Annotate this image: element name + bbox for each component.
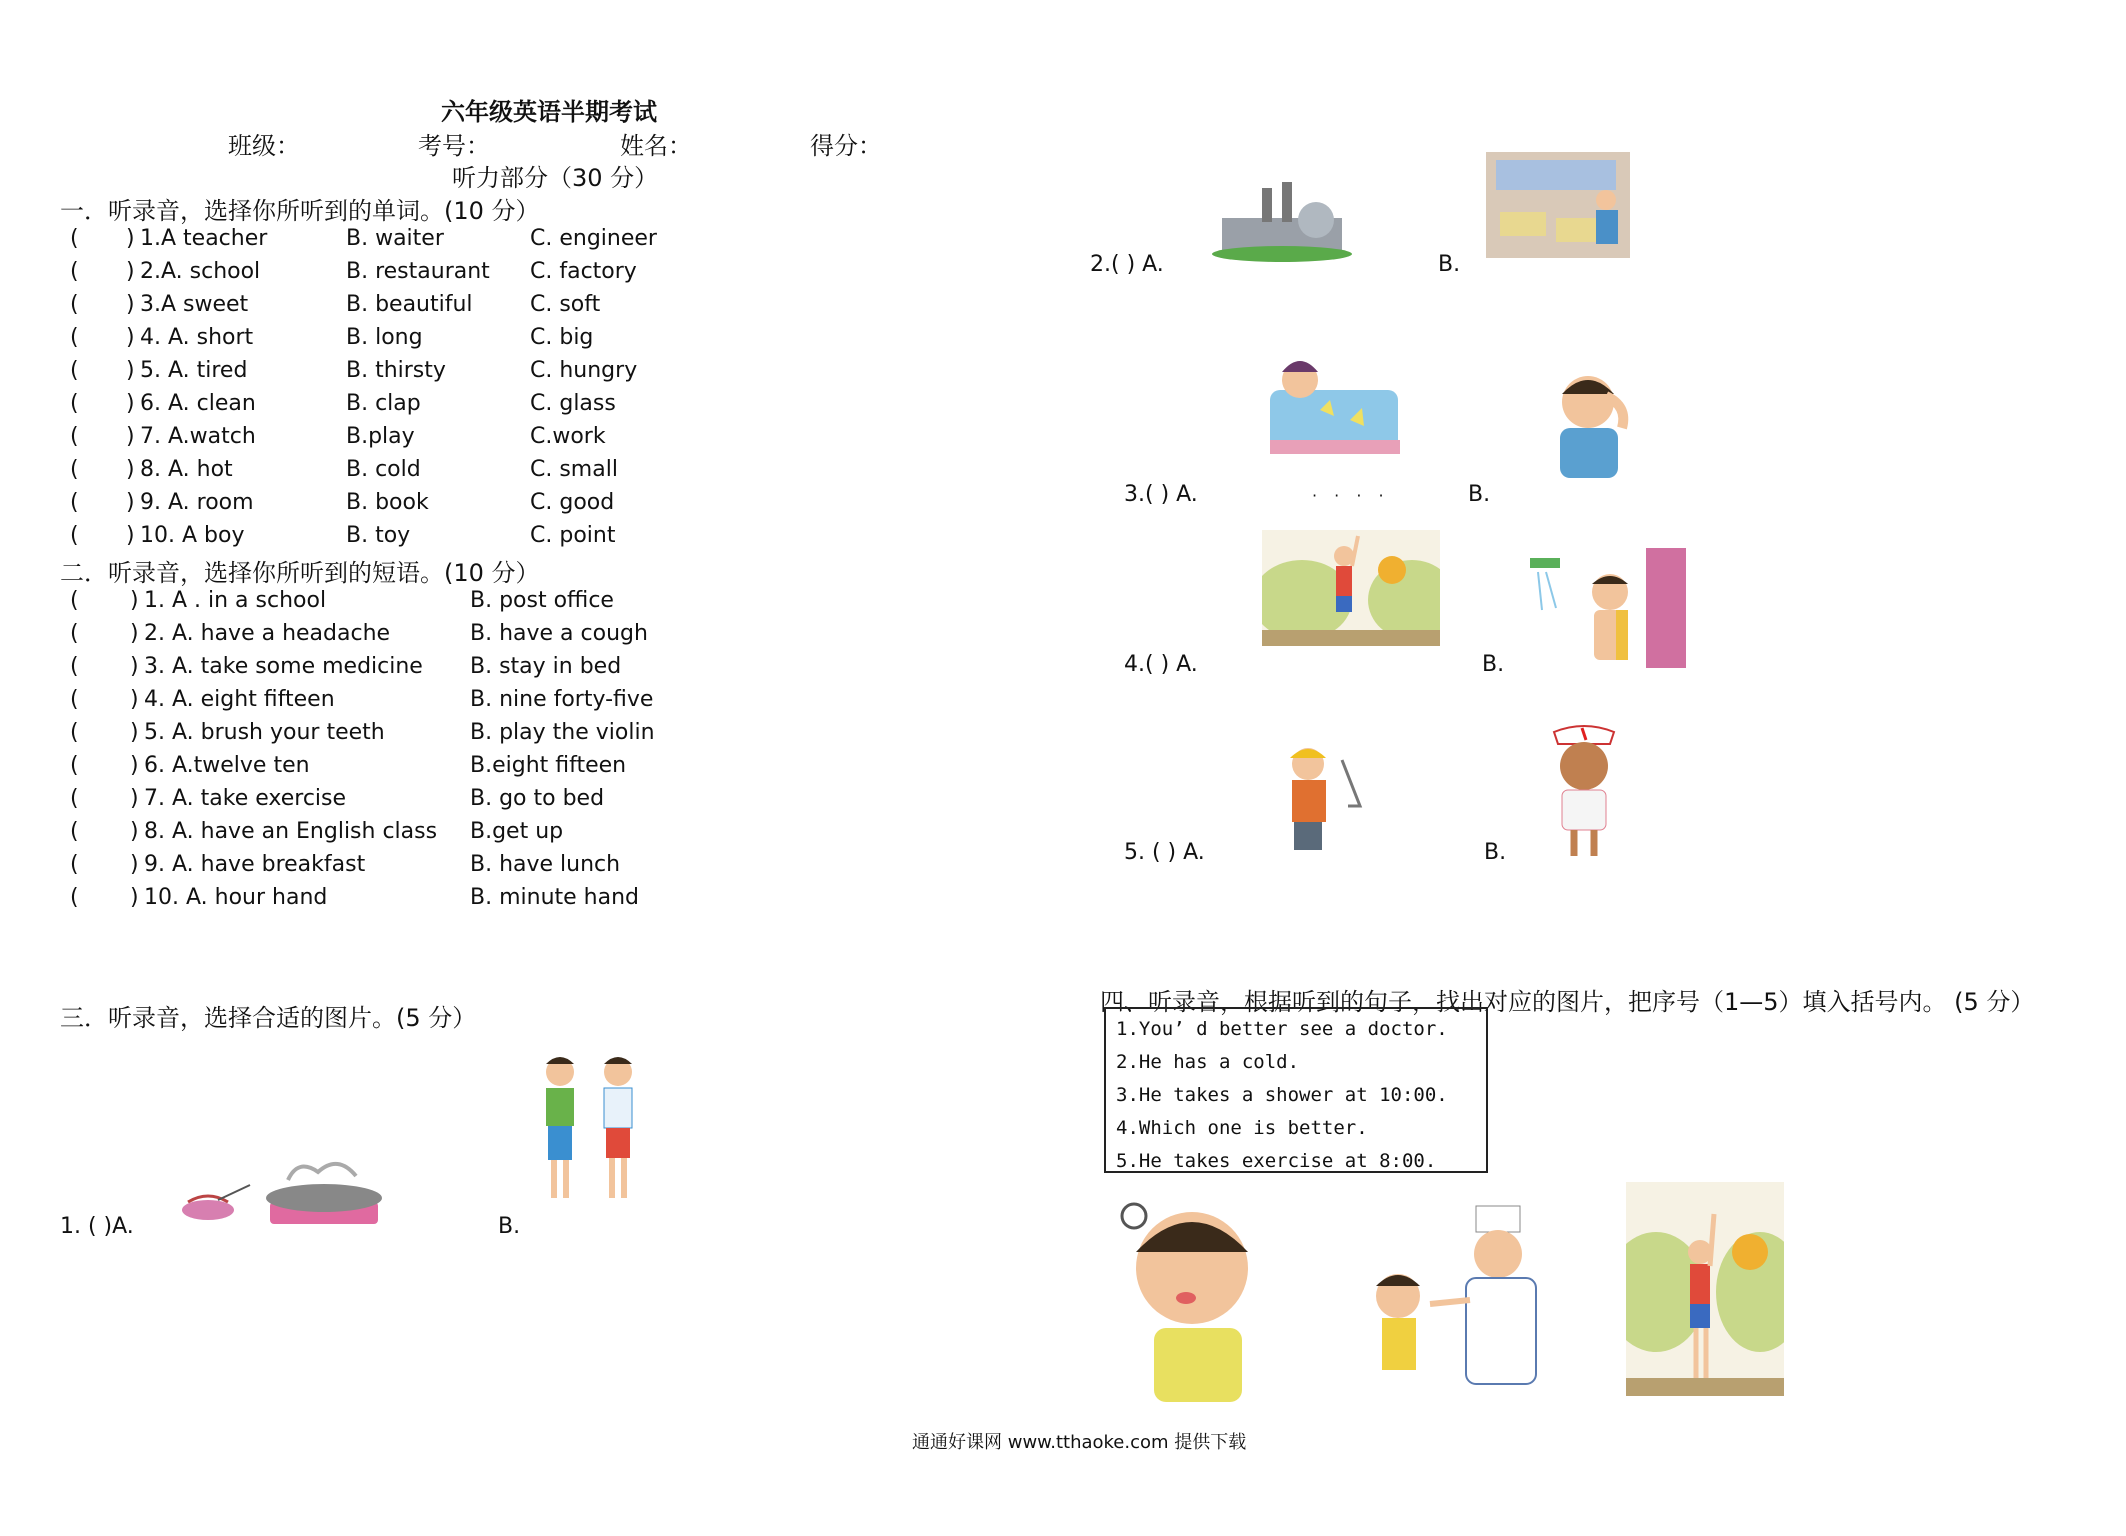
section4-heading: 四、听录音，根据听到的句子，找出对应的图片，把序号（1—5）填入括号内。 (5 分） <box>1100 988 2035 1016</box>
answer-paren-open: ( <box>70 259 79 284</box>
doctor-and-girl-picture <box>1360 1200 1548 1390</box>
phrase-option-b: B.eight fifteen <box>470 753 627 778</box>
class-field-label: 班级： <box>228 132 300 160</box>
dots-decoration: · · · · <box>1312 486 1390 505</box>
answer-paren-close: ) <box>126 259 135 284</box>
word-option-c: C. good <box>530 490 615 515</box>
phrase-option-a: 9. A. have breakfast <box>144 852 366 877</box>
answer-paren-open: ( <box>70 753 79 778</box>
word-option-b: B. long <box>346 325 423 350</box>
answer-paren-close: ) <box>126 457 135 482</box>
phrase-option-a: 7. A. take exercise <box>144 786 347 811</box>
word-option-b: B. book <box>346 490 429 515</box>
phrase-option-b: B. play the violin <box>470 720 655 745</box>
word-option-a: 10. A boy <box>140 523 245 548</box>
answer-paren-open: ( <box>70 885 79 910</box>
answer-paren-close: ) <box>126 292 135 317</box>
word-option-c: C. small <box>530 457 618 482</box>
sentence-1: 1.You’ d better see a doctor. <box>1116 1018 1448 1040</box>
picture-q5-label: 5. ( ) A. <box>1124 840 1205 865</box>
factory-picture <box>1212 178 1358 262</box>
word-option-c: C. factory <box>530 259 637 284</box>
word-option-a: 8. A. hot <box>140 457 233 482</box>
answer-paren-close: ) <box>130 621 139 646</box>
word-option-a: 1.A teacher <box>140 226 268 251</box>
word-option-a: 4. A. short <box>140 325 254 350</box>
answer-paren-close: ) <box>130 720 139 745</box>
answer-paren-open: ( <box>70 490 79 515</box>
phrase-option-b: B. go to bed <box>470 786 605 811</box>
sentence-2: 2.He has a cold. <box>1116 1051 1300 1073</box>
picture-q3-label: 3.( ) A. <box>1124 482 1198 507</box>
phrase-option-a: 10. A. hour hand <box>144 885 328 910</box>
sentence-5: 5.He takes exercise at 8:00. <box>1116 1150 1437 1172</box>
answer-paren-close: ) <box>126 490 135 515</box>
footer-credit: 通通好课网 www.tthaoke.com 提供下载 <box>912 1432 1247 1453</box>
answer-paren-open: ( <box>70 786 79 811</box>
answer-paren-open: ( <box>70 226 79 251</box>
word-option-b: B. beautiful <box>346 292 473 317</box>
restaurant-picture <box>1486 152 1630 258</box>
word-option-a: 5. A. tired <box>140 358 248 383</box>
answer-paren-open: ( <box>70 852 79 877</box>
phrase-option-a: 4. A. eight fifteen <box>144 687 335 712</box>
phrase-option-b: B. have a cough <box>470 621 648 646</box>
phrase-option-a: 3. A. take some medicine <box>144 654 423 679</box>
answer-paren-close: ) <box>126 424 135 449</box>
answer-paren-open: ( <box>70 720 79 745</box>
section2-heading: 二．听录音，选择你所听到的短语。(10 分） <box>60 559 540 587</box>
word-option-c: C. soft <box>530 292 601 317</box>
word-option-c: C.work <box>530 424 606 449</box>
phrase-option-b: B.get up <box>470 819 564 844</box>
answer-paren-close: ) <box>130 654 139 679</box>
cooking-picture <box>178 1150 400 1230</box>
answer-paren-close: ) <box>130 753 139 778</box>
word-option-a: 9. A. room <box>140 490 254 515</box>
word-option-b: B. restaurant <box>346 259 490 284</box>
answer-paren-open: ( <box>70 819 79 844</box>
answer-paren-open: ( <box>70 457 79 482</box>
answer-paren-close: ) <box>130 852 139 877</box>
answer-paren-open: ( <box>70 358 79 383</box>
answer-paren-open: ( <box>70 325 79 350</box>
exam-number-field-label: 考号： <box>418 132 490 160</box>
answer-paren-open: ( <box>70 687 79 712</box>
boy-shower-picture <box>1516 548 1694 668</box>
section3-heading: 三．听录音，选择合适的图片。(5 分） <box>60 1004 477 1032</box>
word-option-a: 2.A. school <box>140 259 261 284</box>
section1-heading: 一．听录音，选择你所听到的单词。(10 分） <box>60 197 540 225</box>
answer-paren-close: ) <box>126 325 135 350</box>
picture-q5-b-label: B. <box>1484 840 1507 865</box>
answer-paren-close: ) <box>126 523 135 548</box>
phrase-option-a: 8. A. have an English class <box>144 819 438 844</box>
word-option-c: C. engineer <box>530 226 657 251</box>
answer-paren-close: ) <box>130 819 139 844</box>
boy-exercise-sun-picture <box>1262 530 1440 646</box>
word-option-c: C. glass <box>530 391 616 416</box>
word-option-b: B.play <box>346 424 415 449</box>
answer-paren-open: ( <box>70 391 79 416</box>
nurse-picture <box>1524 720 1650 864</box>
answer-paren-close: ) <box>130 687 139 712</box>
boy-exercise-picture <box>1626 1182 1784 1396</box>
answer-paren-open: ( <box>70 523 79 548</box>
word-option-b: B. thirsty <box>346 358 446 383</box>
word-option-c: C. big <box>530 325 594 350</box>
word-option-a: 6. A. clean <box>140 391 256 416</box>
answer-paren-open: ( <box>70 588 79 613</box>
picture-q1-b-label: B. <box>498 1214 521 1239</box>
sentence-4: 4.Which one is better. <box>1116 1117 1368 1139</box>
name-field-label: 姓名： <box>620 132 692 160</box>
girl-in-bed-picture <box>1270 350 1400 456</box>
answer-paren-close: ) <box>130 588 139 613</box>
answer-paren-close: ) <box>126 358 135 383</box>
sentence-3: 3.He takes a shower at 10:00. <box>1116 1084 1448 1106</box>
phrase-option-b: B. have lunch <box>470 852 621 877</box>
phrase-option-a: 5. A. brush your teeth <box>144 720 385 745</box>
answer-paren-close: ) <box>126 391 135 416</box>
picture-q4-b-label: B. <box>1482 652 1505 677</box>
word-option-b: B. cold <box>346 457 421 482</box>
boy-headache-picture <box>1536 366 1646 482</box>
phrase-option-b: B. minute hand <box>470 885 639 910</box>
picture-q3-b-label: B. <box>1468 482 1491 507</box>
word-option-b: B. clap <box>346 391 421 416</box>
phrase-option-b: B. post office <box>470 588 614 613</box>
engineer-picture <box>1264 740 1376 856</box>
picture-q2-label: 2.( ) A. <box>1090 252 1164 277</box>
picture-q2-b-label: B. <box>1438 252 1461 277</box>
word-option-c: C. hungry <box>530 358 638 383</box>
word-option-b: B. toy <box>346 523 411 548</box>
two-boys-picture <box>528 1050 658 1210</box>
sick-boy-picture <box>1100 1188 1296 1402</box>
listening-part-heading: 听力部分（30 分） <box>452 164 659 192</box>
answer-paren-close: ) <box>130 786 139 811</box>
phrase-option-b: B. nine forty-five <box>470 687 654 712</box>
phrase-option-b: B. stay in bed <box>470 654 622 679</box>
score-field-label: 得分： <box>810 132 882 160</box>
picture-q1-label: 1. ( )A. <box>60 1214 134 1239</box>
answer-paren-open: ( <box>70 292 79 317</box>
exam-title: 六年级英语半期考试 <box>441 98 657 126</box>
phrase-option-a: 2. A. have a headache <box>144 621 391 646</box>
answer-paren-open: ( <box>70 424 79 449</box>
answer-paren-open: ( <box>70 621 79 646</box>
answer-paren-close: ) <box>126 226 135 251</box>
word-option-a: 3.A sweet <box>140 292 249 317</box>
picture-q4-label: 4.( ) A. <box>1124 652 1198 677</box>
answer-paren-open: ( <box>70 654 79 679</box>
word-option-c: C. point <box>530 523 616 548</box>
word-option-b: B. waiter <box>346 226 444 251</box>
phrase-option-a: 6. A.twelve ten <box>144 753 310 778</box>
word-option-a: 7. A.watch <box>140 424 256 449</box>
phrase-option-a: 1. A . in a school <box>144 588 327 613</box>
answer-paren-close: ) <box>130 885 139 910</box>
